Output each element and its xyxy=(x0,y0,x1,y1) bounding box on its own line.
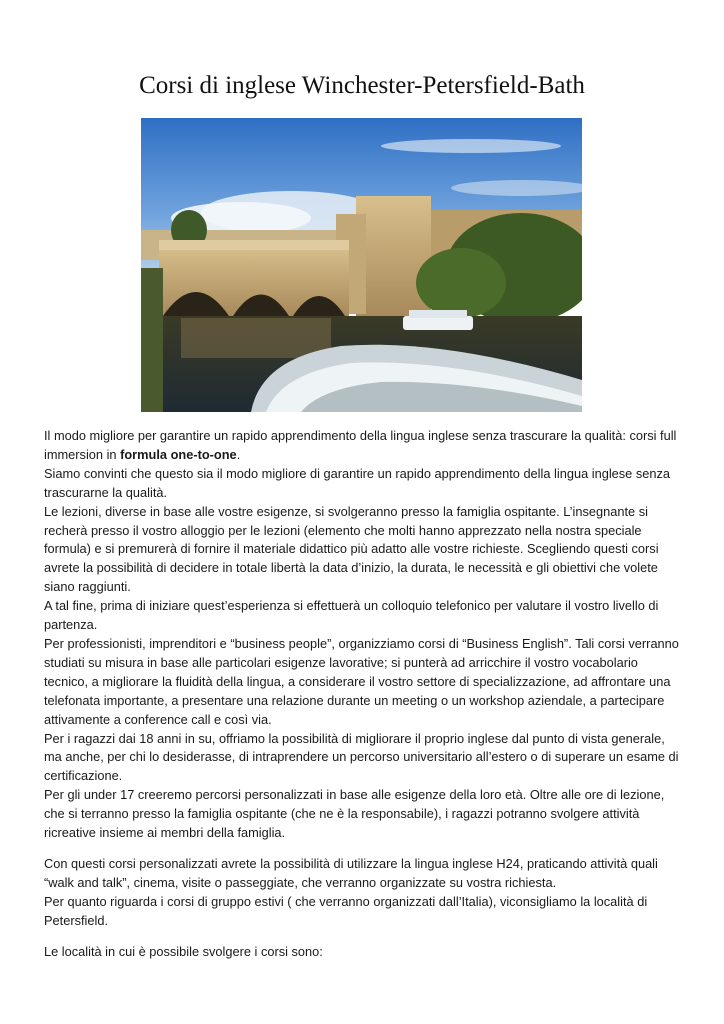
paragraph-intro xyxy=(44,427,684,465)
paragraph: Per gli under 17 creeremo percorsi personalizzati in base alle esigenze della loro età. Oltre alle ore di lezione, che si terranno presso la famiglia ospitante (che ne è la responsabile), i ragazzi potranno svolgere attività ricreative insieme ai membri della famiglia. xyxy=(44,787,665,841)
paragraph: A tal fine, prima di iniziare quest’esperienza si effettuerà un colloquio telefonico per valutare il vostro livello di partenza. xyxy=(44,598,659,633)
intro-bold-text: formula one-to-one xyxy=(120,446,237,462)
page-title: Corsi di inglese Winchester-Petersfield-Bath xyxy=(139,72,585,99)
paragraph: Le località in cui è possibile svolgere i corsi sono: xyxy=(44,943,323,959)
paragraph: Siamo convinti che questo sia il modo migliore di garantire un rapido apprendimento della lingua inglese senza trascurarne la qualità. xyxy=(44,465,670,500)
paragraph: Per professionisti, imprenditori e “business people”, organizziamo corsi di “Business English”. Tali corsi verranno studiati su misura in base alle particolari esigenze lavorative; si punterà ad arricchire il vostro vocabolario tecnico, a migliorare la fluidità della lingua, a considerare il vostro settore di specializzazione, ad affrontare una telefonata importante, a presentare una relazione durante un meeting o un workshop aziendale, a partecipare attivamente a conference call e così via. xyxy=(44,635,679,727)
paragraph: Con questi corsi personalizzati avrete la possibilità di utilizzare la lingua inglese H24, praticando attività quali “walk and talk”, cinema, visite o passeggiate, che verranno organizzate su vostra richiesta. xyxy=(44,855,658,890)
bath-pulteney-bridge-photo xyxy=(141,118,582,412)
paragraph: Le lezioni, diverse in base alle vostre esigenze, si svolgeranno presso la famiglia ospitante. L’insegnante si recherà presso il vostro alloggio per le lezioni (elemento che molti hanno apprezzato nella nostra speciale formula) e si premurerà di fornire il materiale didattico più adatto alle vostre richieste. Scegliendo questi corsi avrete la possibilità di decidere in totale libertà la data d’inizio, la durata, le necessità e gli obiettivi che volete siano raggiunti. xyxy=(44,503,659,595)
paragraph: Per quanto riguarda i corsi di gruppo estivi ( che verranno organizzati dall’Italia), viconsigliamo la località di Petersfield. xyxy=(44,893,648,928)
body-text xyxy=(44,427,684,961)
intro-text: Il modo migliore per garantire un rapido apprendimento della lingua inglese senza trascurare la qualità: corsi full immersion in xyxy=(44,428,677,462)
paragraph: Per i ragazzi dai 18 anni in su, offriamo la possibilità di migliorare il proprio inglese dal punto di vista generale, ma anche, per chi lo desiderasse, di intraprendere un percorso universitario all’estero o di superare un esame di certificazione. xyxy=(44,730,679,784)
intro-text-end: . xyxy=(236,446,241,462)
